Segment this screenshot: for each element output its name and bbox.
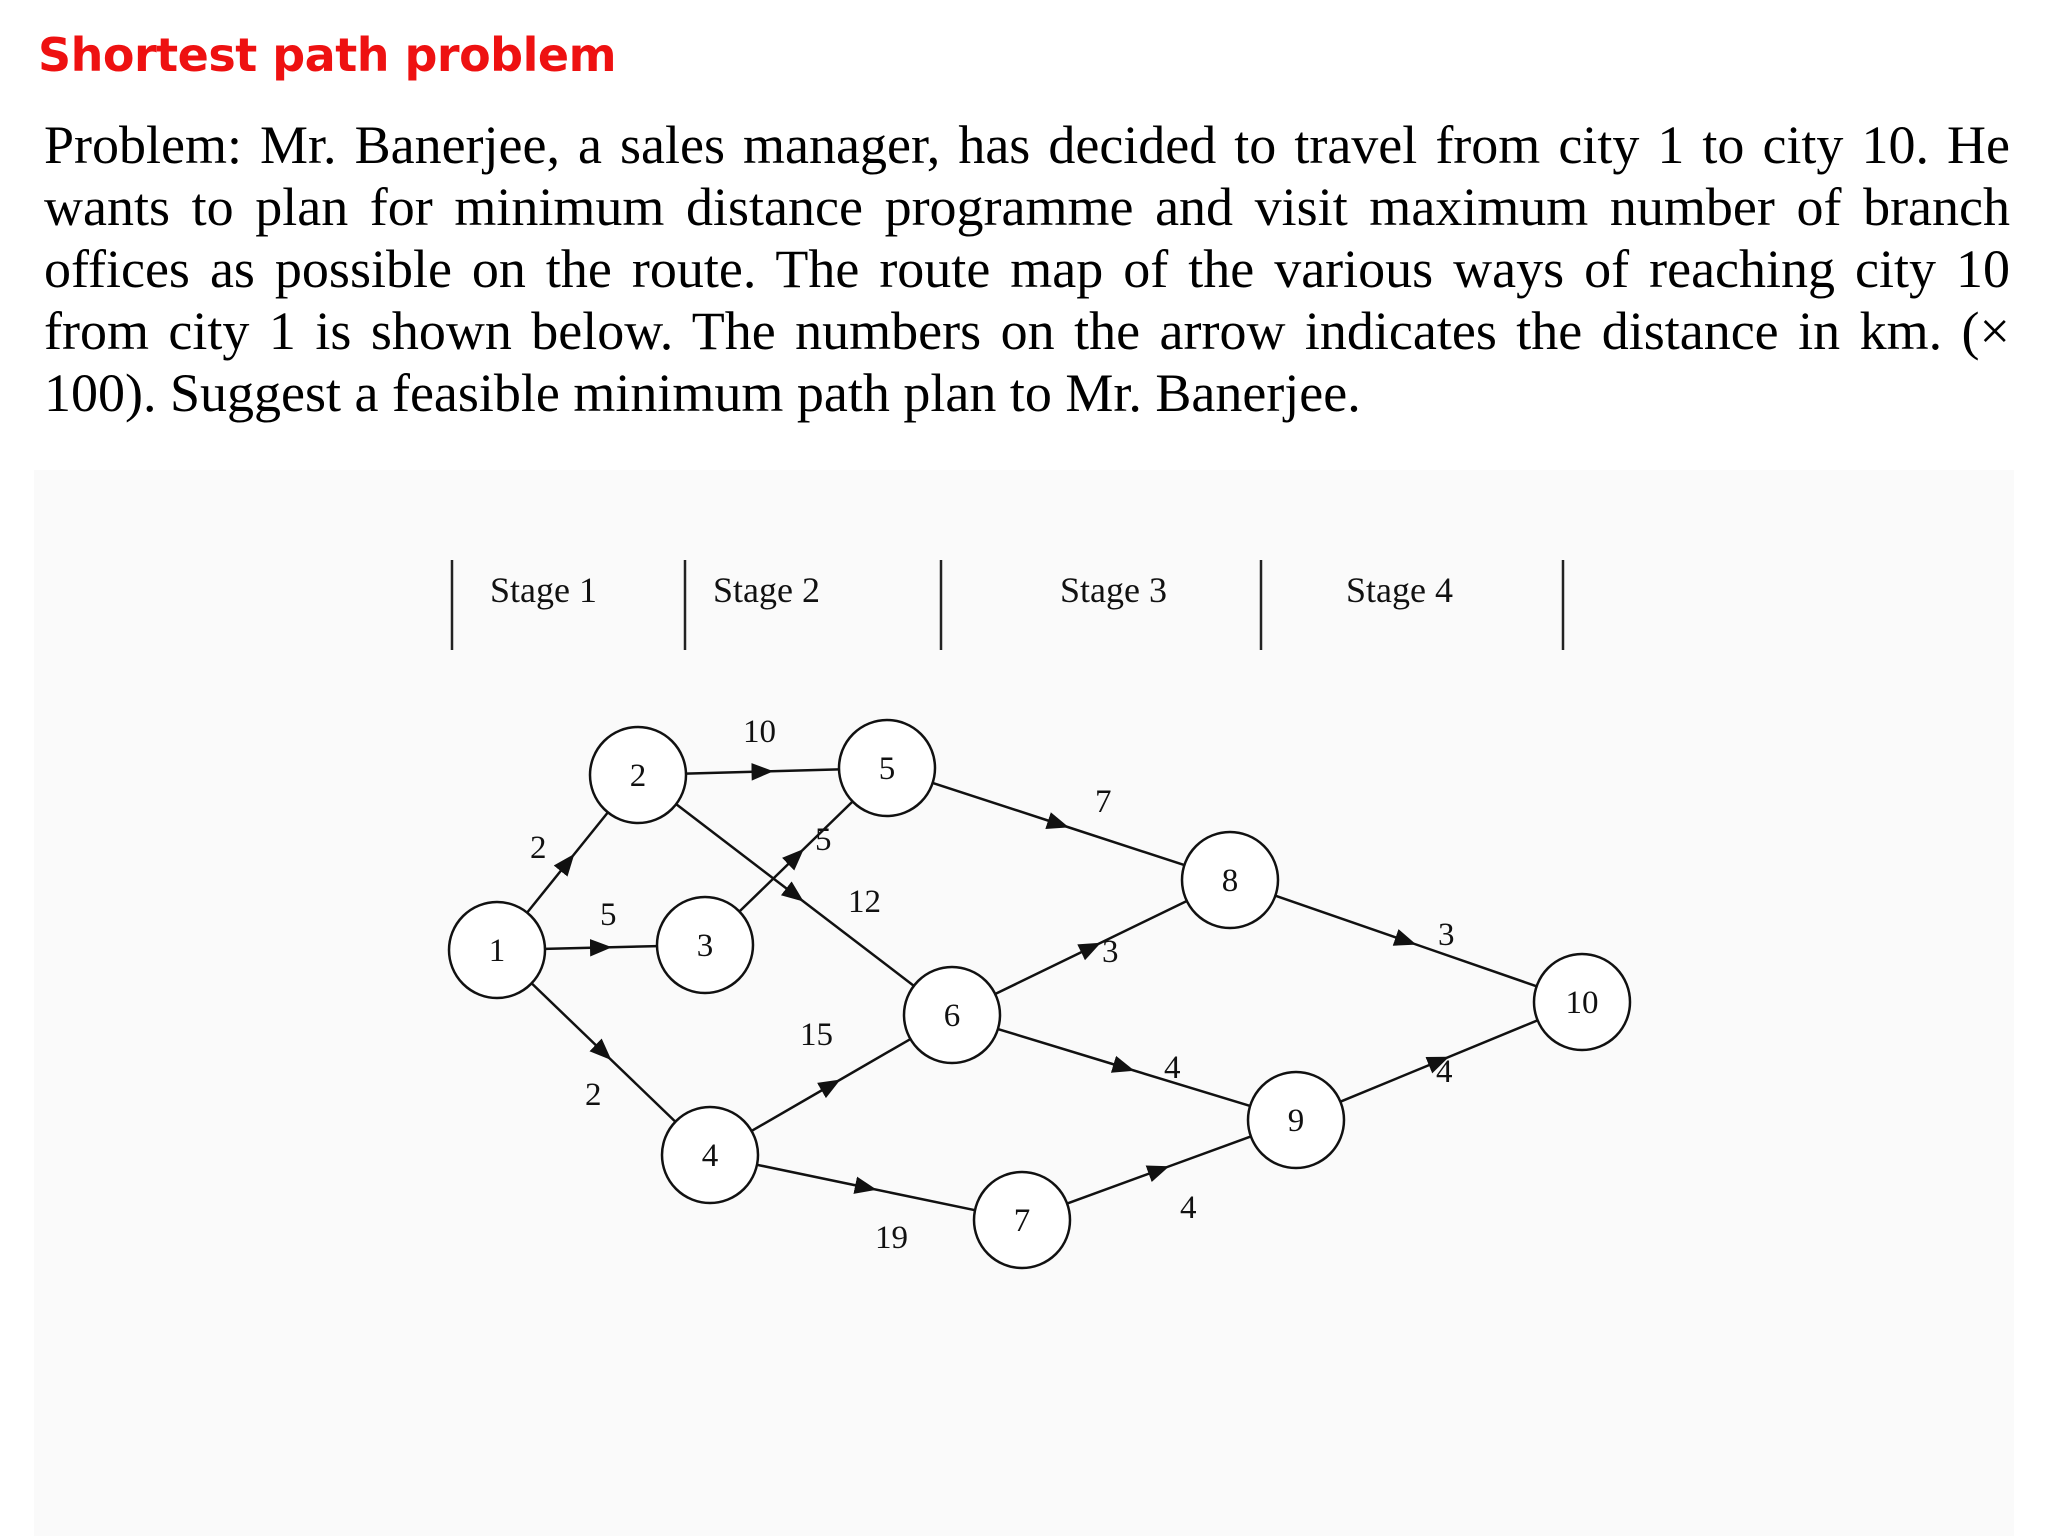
stage-label-4: Stage 4 bbox=[1346, 570, 1453, 610]
edge-weight-4-7: 19 bbox=[875, 1220, 908, 1256]
edge-5-8 bbox=[933, 783, 1185, 865]
node-city-4 bbox=[662, 1107, 758, 1203]
edge-6-9 bbox=[998, 1029, 1250, 1106]
node-label: 9 bbox=[1287, 1103, 1305, 1139]
node-city-3 bbox=[657, 897, 753, 993]
node-label: 8 bbox=[1221, 863, 1239, 899]
node-label: 4 bbox=[701, 1138, 719, 1174]
edge-weight-2-6: 12 bbox=[848, 884, 881, 920]
edge-6-8 bbox=[995, 901, 1187, 994]
stage-label-1: Stage 1 bbox=[490, 570, 597, 610]
edge-weight-1-3: 5 bbox=[600, 897, 617, 933]
problem-statement: Problem: Mr. Banerjee, a sales manager, has decided to travel from city 1 to city 10. He wants to plan for minimum distance programme and visit maximum number of branch offices as possible on the route. The route map of the various ways of reaching city 10 from city 1 is shown below. The numbers on the arrow indicates the distance in km. (× 100). Suggest a feasible minimum path plan to Mr. Banerjee. bbox=[44, 115, 2010, 423]
edge-weight-7-9: 4 bbox=[1180, 1190, 1197, 1226]
node-label: 7 bbox=[1013, 1203, 1031, 1239]
edge-weight-1-4: 2 bbox=[585, 1077, 602, 1113]
node-label: 3 bbox=[696, 928, 714, 964]
edge-7-9 bbox=[1067, 1136, 1251, 1203]
node-city-6 bbox=[904, 967, 1000, 1063]
edge-weight-1-2: 2 bbox=[530, 830, 547, 866]
node-label: 10 bbox=[1565, 985, 1599, 1021]
edge-4-7 bbox=[757, 1165, 975, 1210]
edge-weight-6-9: 4 bbox=[1164, 1050, 1181, 1086]
node-label: 1 bbox=[488, 933, 506, 969]
node-label: 6 bbox=[943, 998, 961, 1034]
edge-weight-6-8: 3 bbox=[1102, 934, 1119, 970]
stage-label-2: Stage 2 bbox=[713, 570, 820, 610]
stage-label-3: Stage 3 bbox=[1060, 570, 1167, 610]
slide-title: Shortest path problem bbox=[38, 28, 616, 82]
edge-weight-5-8: 7 bbox=[1095, 784, 1112, 820]
node-label: 2 bbox=[629, 758, 647, 794]
edge-2-5 bbox=[686, 769, 839, 773]
edge-weight-4-6: 15 bbox=[800, 1017, 833, 1053]
edge-weight-3-5: 5 bbox=[815, 822, 832, 858]
node-city-10 bbox=[1534, 954, 1630, 1050]
node-city-7 bbox=[974, 1172, 1070, 1268]
edge-1-4 bbox=[532, 983, 676, 1121]
edge-weight-9-10: 4 bbox=[1436, 1054, 1453, 1090]
edge-8-10 bbox=[1275, 896, 1536, 987]
node-city-8 bbox=[1182, 832, 1278, 928]
node-label: 5 bbox=[878, 751, 896, 787]
edge-1-3 bbox=[545, 946, 657, 949]
node-city-1 bbox=[449, 902, 545, 998]
node-city-2 bbox=[590, 727, 686, 823]
node-city-5 bbox=[839, 720, 935, 816]
node-city-9 bbox=[1248, 1072, 1344, 1168]
edge-weight-2-5: 10 bbox=[743, 714, 776, 750]
edge-weight-8-10: 3 bbox=[1438, 917, 1455, 953]
